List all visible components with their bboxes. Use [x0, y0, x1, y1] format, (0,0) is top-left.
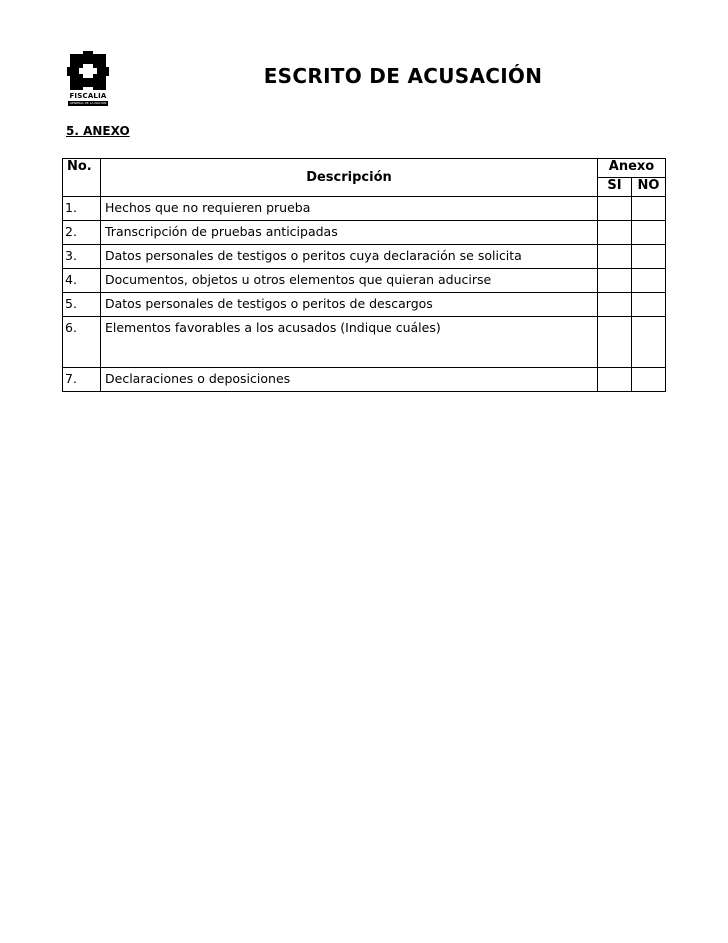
no-cell[interactable] [632, 221, 666, 245]
header-number: No. [63, 159, 101, 197]
row-number: 4. [63, 269, 101, 293]
row-description: Datos personales de testigos o peritos de descargos [101, 293, 598, 317]
annex-table [62, 158, 666, 392]
yes-cell[interactable] [598, 197, 632, 221]
section-title: 5. ANEXO [66, 124, 130, 138]
row-description: Elementos favorables a los acusados (Indique cuáles) [101, 317, 598, 368]
table-row [63, 221, 666, 245]
row-description: Documentos, objetos u otros elementos que quieran aducirse [101, 269, 598, 293]
table-header-row [63, 159, 666, 178]
no-cell[interactable] [632, 317, 666, 368]
header-annex: Anexo [598, 159, 666, 178]
row-description: Datos personales de testigos o peritos cuya declaración se solicita [101, 245, 598, 269]
yes-cell[interactable] [598, 293, 632, 317]
table-row [63, 293, 666, 317]
row-number: 1. [63, 197, 101, 221]
table-row [63, 368, 666, 392]
yes-cell[interactable] [598, 221, 632, 245]
table-row [63, 317, 666, 368]
table-row [63, 269, 666, 293]
row-description: Transcripción de pruebas anticipadas [101, 221, 598, 245]
row-description: Hechos que no requieren prueba [101, 197, 598, 221]
no-cell[interactable] [632, 293, 666, 317]
yes-cell[interactable] [598, 245, 632, 269]
logo-subtitle: GENERAL DE LA NACION [69, 101, 107, 105]
row-number: 2. [63, 221, 101, 245]
row-description: Declaraciones o deposiciones [101, 368, 598, 392]
yes-cell[interactable] [598, 269, 632, 293]
row-number: 3. [63, 245, 101, 269]
row-number: 7. [63, 368, 101, 392]
no-cell[interactable] [632, 197, 666, 221]
row-number: 5. [63, 293, 101, 317]
header-no: NO [632, 178, 666, 197]
document-title: ESCRITO DE ACUSACIÓN [263, 64, 543, 88]
yes-cell[interactable] [598, 317, 632, 368]
row-number: 6. [63, 317, 101, 368]
table-row [63, 197, 666, 221]
no-cell[interactable] [632, 245, 666, 269]
header-description: Descripción [101, 159, 598, 197]
yes-cell[interactable] [598, 368, 632, 392]
header-yes: SI [598, 178, 632, 197]
no-cell[interactable] [632, 368, 666, 392]
table-row [63, 245, 666, 269]
no-cell[interactable] [632, 269, 666, 293]
logo-wordmark: FISCALIA [69, 92, 107, 100]
